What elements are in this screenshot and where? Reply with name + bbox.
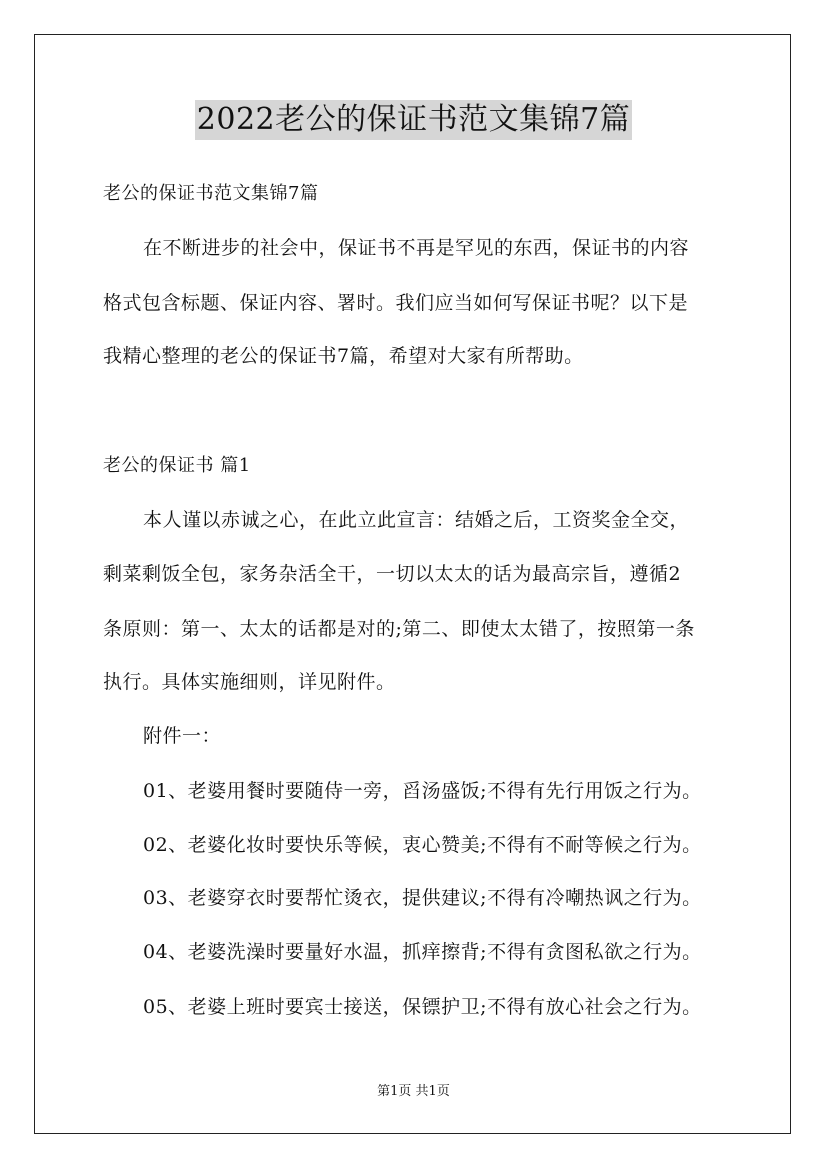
- list-item: 01、老婆用餐时要随侍一旁，舀汤盛饭;不得有先行用饭之行为。: [143, 780, 702, 802]
- section-heading: 老公的保证书 篇1: [103, 455, 251, 476]
- section-body-line-4: 执行。具体实施细则，详见附件。: [103, 671, 396, 693]
- list-item: 04、老婆洗澡时要量好水温，抓痒擦背;不得有贪图私欲之行为。: [143, 941, 702, 963]
- section-body-line-3: 条原则：第一、太太的话都是对的;第二、即使太太错了，按照第一条: [103, 618, 695, 640]
- intro-line-1: 在不断进步的社会中，保证书不再是罕见的东西，保证书的内容: [143, 237, 690, 259]
- list-item: 03、老婆穿衣时要帮忙烫衣，提供建议;不得有冷嘲热讽之行为。: [143, 887, 702, 909]
- intro-line-2: 格式包含标题、保证内容、署时。我们应当如何写保证书呢？以下是: [103, 292, 689, 314]
- title-container: [0, 100, 827, 140]
- list-item: 05、老婆上班时要宾士接送，保镖护卫;不得有放心社会之行为。: [143, 996, 702, 1018]
- document-subtitle: 老公的保证书范文集锦7篇: [103, 183, 319, 204]
- section-body-line-2: 剩菜剩饭全包，家务杂活全干，一切以太太的话为最高宗旨，遵循2: [103, 563, 682, 585]
- page-footer: 第1页 共1页: [377, 1084, 450, 1099]
- intro-line-3: 我精心整理的老公的保证书7篇，希望对大家有所帮助。: [103, 345, 584, 367]
- document-title: 2022老公的保证书范文集锦7篇: [195, 100, 632, 140]
- section-body-line-1: 本人谨以赤诚之心，在此立此宣言：结婚之后，工资奖金全交，: [143, 509, 690, 531]
- list-item: 02、老婆化妆时要快乐等候，衷心赞美;不得有不耐等候之行为。: [143, 834, 702, 856]
- attachment-heading: 附件一：: [143, 725, 222, 747]
